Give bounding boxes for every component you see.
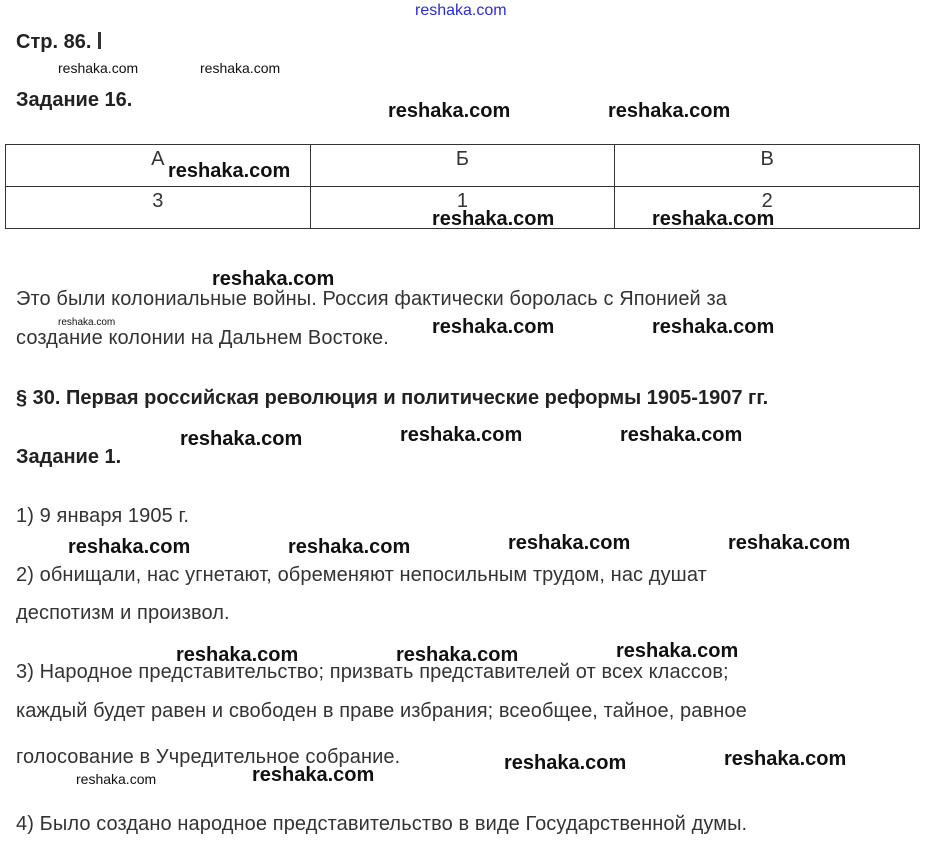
task1-title: Задание 1. [16,446,122,468]
watermark: reshaka.com [168,160,291,182]
watermark: reshaka.com [728,532,851,554]
watermark-top: reshaka.com [415,2,507,19]
watermark: reshaka.com [508,532,631,554]
watermark: reshaka.com [58,60,139,76]
watermark: reshaka.com [432,316,555,338]
task16-text-line-2: создание колонии на Дальнем Востоке. [16,327,389,349]
task1-line-3: деспотизм и произвол. [16,602,230,624]
watermark: reshaka.com [652,316,775,338]
table-header-c: В [615,145,920,187]
section-title: § 30. Первая российская революция и политические реформы 1905-1907 гг. [16,387,769,409]
task1-line-7: 4) Было создано народное представительство в виде Государственной думы. [16,813,748,835]
watermark: reshaka.com [68,536,191,558]
task1-line-2: 2) обнищали, нас угнетают, обременяют непосильным трудом, нас душат [16,564,707,586]
watermark: reshaka.com [252,764,375,786]
table-header-row [6,145,920,187]
watermark: reshaka.com [200,60,281,76]
table-value-b: 1 [310,187,615,229]
watermark: reshaka.com [652,208,775,230]
text-cursor-mark [98,32,101,49]
task16-text-line-1: Это были колониальные войны. Россия фактически боролась с Японией за [16,288,727,310]
table-header-a: А [6,145,311,187]
watermark: reshaka.com [432,208,555,230]
watermark: reshaka.com [616,640,739,662]
watermark: reshaka.com [724,748,847,770]
watermark: reshaka.com [180,428,303,450]
watermark: reshaka.com [388,100,511,122]
watermark: reshaka.com [176,644,299,666]
watermark: reshaka.com [396,644,519,666]
watermark: reshaka.com [400,424,523,446]
watermark: reshaka.com [608,100,731,122]
watermark: reshaka.com [212,268,335,290]
task1-line-4: 3) Народное представительство; призвать представителей от всех классов; [16,661,729,683]
task1-line-6: голосование в Учредительное собрание. [16,746,401,768]
watermark: reshaka.com [504,752,627,774]
table-value-c: 2 [615,187,920,229]
task16-title: Задание 16. [16,89,133,111]
table-value-a: 3 [6,187,311,229]
watermark: reshaka.com [288,536,411,558]
page-label-text: Стр. 86. [16,31,92,53]
page-label [16,31,101,54]
table-header-b: Б [310,145,615,187]
task1-line-1: 1) 9 января 1905 г. [16,505,190,527]
watermark: reshaka.com [620,424,743,446]
watermark: reshaka.com [76,771,157,787]
watermark: reshaka.com [58,317,116,328]
task1-line-5: каждый будет равен и свободен в праве избрания; всеобщее, тайное, равное [16,700,747,722]
